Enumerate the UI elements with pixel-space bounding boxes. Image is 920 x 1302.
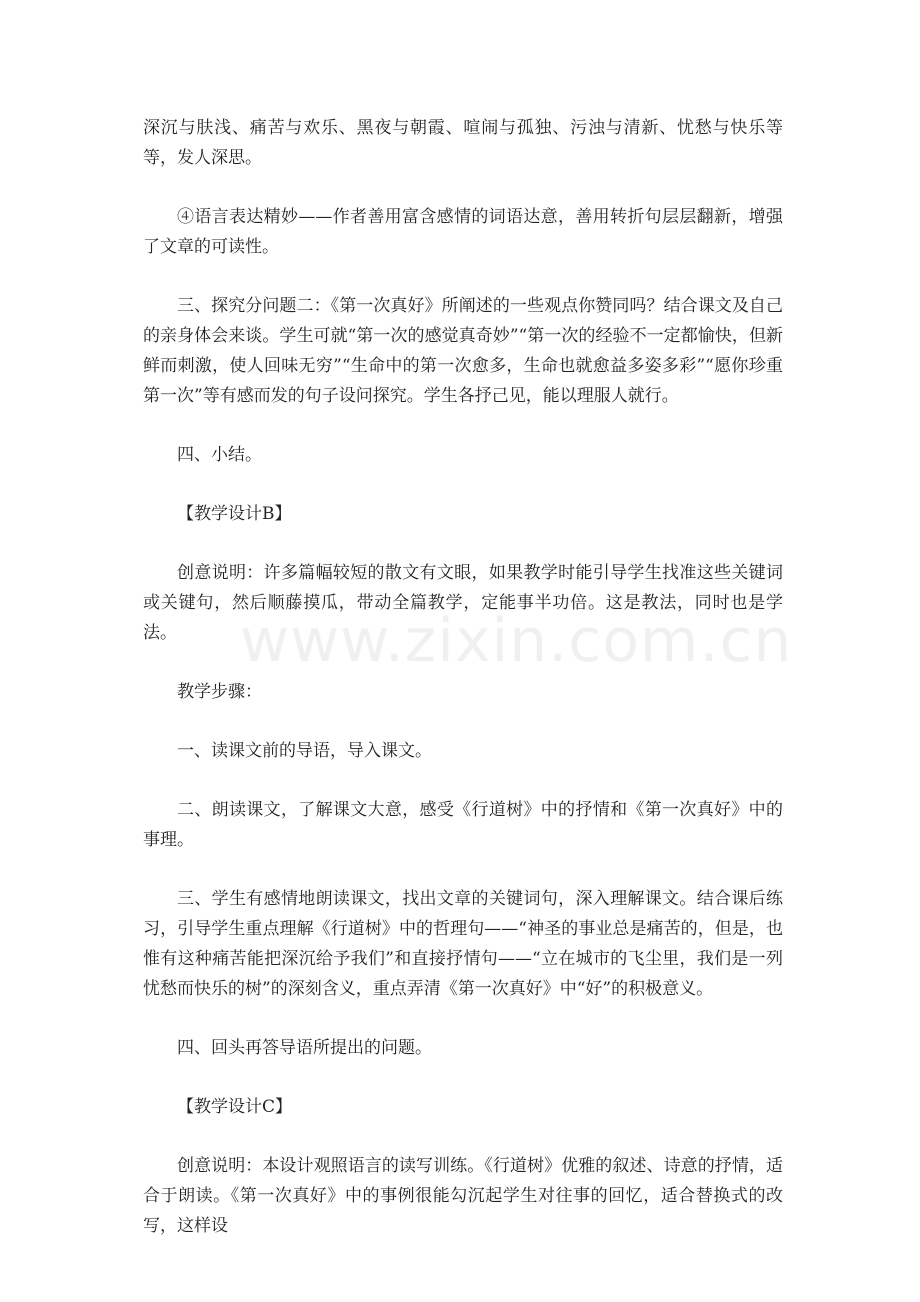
paragraph-spacer — [143, 766, 783, 795]
paragraph-spacer — [143, 529, 783, 558]
paragraph-spacer — [143, 262, 783, 291]
paragraph: 二、朗读课文，了解课文大意，感受《行道树》中的抒情和《第一次真好》中的事理。 — [143, 800, 783, 850]
paragraph: 三、学生有感情地朗读课文，找出文章的关键词句，深入理解课文。结合课后练习，引导学生重点理解《行道树》中的哲理句——“神圣的事业总是痛苦的，但是，也惟有这种痛苦能把深沉给予我们”和直接抒情句——“立在城市的飞尘里，我们是一列忧愁而快乐的树”的深刻含义，重点弄清《第一次真好》中“好”的积极意义。 — [143, 889, 783, 999]
paragraph: 四、小结。 — [177, 445, 262, 465]
paragraph: 创意说明：许多篇幅较短的散文有文眼，如果教学时能引导学生找准这些关键词或关键句，然后顺藤摸瓜，带动全篇教学，定能事半功倍。这是教法，同时也是学法。 — [143, 563, 783, 643]
paragraph: 四、回头再答导语所提出的问题。 — [177, 1038, 432, 1058]
paragraph-spacer — [143, 1063, 783, 1092]
paragraph: 创意说明：本设计观照语言的读写训练。《行道树》优雅的叙述、诗意的抒情，适合于朗读。《第一次真好》中的事例很能勾沉起学生对往事的回忆，适合替换式的改写，这样设 — [143, 1156, 783, 1236]
paragraph-spacer — [143, 855, 783, 884]
paragraph: 深沉与肤浅、痛苦与欢乐、黑夜与朝霞、喧闹与孤独、污浊与清新、忧愁与快乐等等，发人深思。 — [143, 118, 783, 168]
paragraph-spacer — [143, 470, 783, 499]
paragraph-spacer — [143, 411, 783, 440]
paragraph-spacer — [143, 1122, 783, 1151]
watermark: www.zixin.com.cn — [240, 606, 793, 676]
paragraph-spacer — [143, 1004, 783, 1033]
paragraph-spacer — [143, 648, 783, 677]
document-body — [143, 113, 793, 1241]
paragraph-spacer — [143, 707, 783, 736]
paragraph: 【教学设计C】 — [177, 1097, 293, 1117]
paragraph: 三、探究分问题二：《第一次真好》所阐述的一些观点你赞同吗？结合课文及自己的亲身体会来谈。学生可就“第一次的感觉真奇妙”“第一次的经验不一定都愉快，但新鲜而刺激，使人回味无穷”“生命中的第一次愈多，生命也就愈益多姿多彩”“愿你珍重第一次”等有感而发的句子设问探究。学生各抒己见，能以理服人就行。 — [143, 296, 783, 406]
paragraph: 【教学设计B】 — [177, 504, 292, 524]
paragraph: 教学步骤： — [177, 682, 262, 702]
paragraph-spacer — [143, 173, 783, 202]
paragraph: ④语言表达精妙——作者善用富含感情的词语达意，善用转折句层层翻新，增强了文章的可读性。 — [143, 207, 783, 257]
paragraph: 一、读课文前的导语，导入课文。 — [177, 741, 432, 761]
